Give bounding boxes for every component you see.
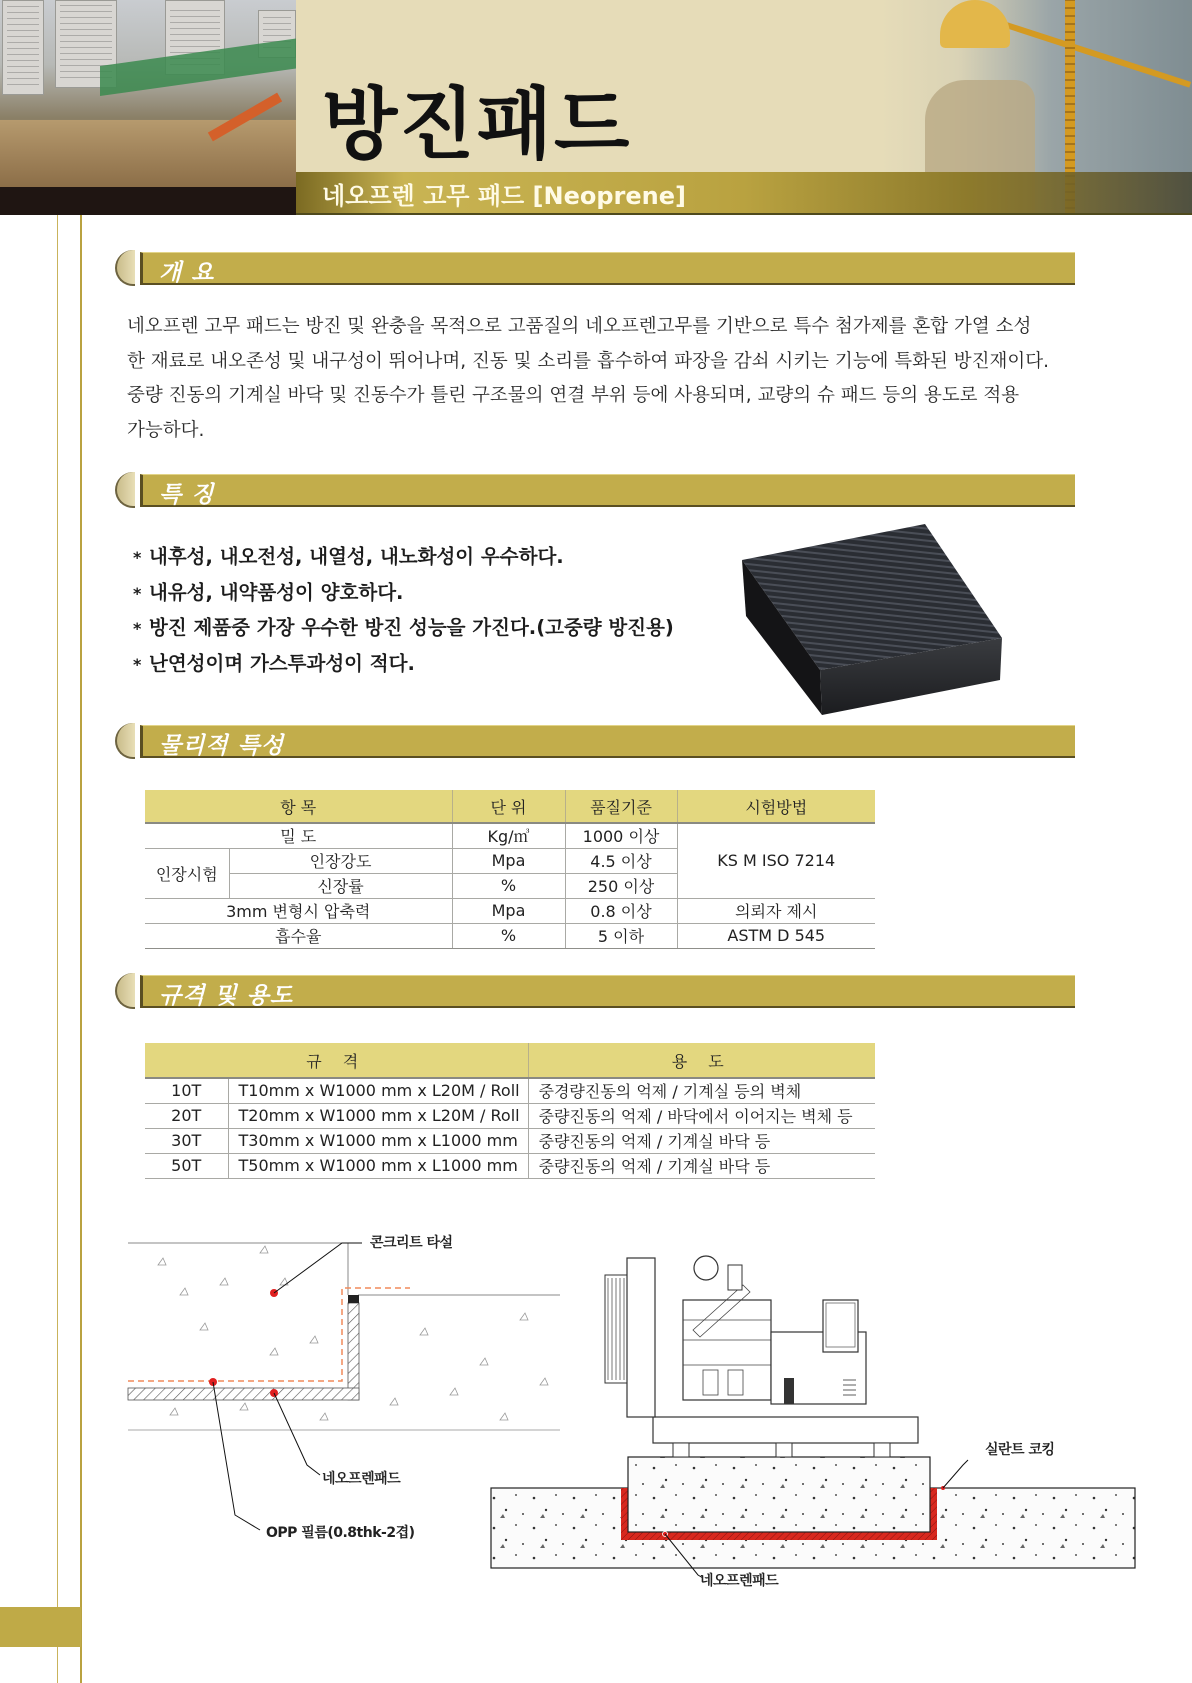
section-header-features [115,472,1075,508]
column-header: 시험방법 [677,790,875,823]
page-subtitle: 네오프렌 고무 패드 [Neoprene] [322,182,686,210]
label-neoprene-pad: 네오프렌패드 [700,1573,779,1589]
bullet-star-icon: * [133,548,142,567]
table-row: 30T T30mm x W1000 mm x L1000 mm 중량진동의 억제 / 기계실 바닥 등 [145,1128,875,1153]
header-banner [0,0,1192,215]
table-row: 흡수율 % 5 이하 ASTM D 545 [145,923,875,948]
overview-line: 중량 진동의 기계실 바닥 및 진동수가 틀린 구조물의 연결 부위 등에 사용되며, 교량의 슈 패드 등의 용도로 적용 [127,385,1020,406]
overview-line: 한 재료로 내오존성 및 내구성이 뛰어나며, 진동 및 소리를 흡수하여 파장을 감쇠 시키는 기능에 특화된 방진재이다. [127,350,1050,372]
label-opp-film: OPP 필름(0.8thk-2겹) [266,1525,415,1541]
table-row: 50T T50mm x W1000 mm x L1000 mm 중량진동의 억제 / 기계실 바닥 등 [145,1153,875,1178]
left-rail-thin [57,215,58,1683]
section-title: 특 징 [159,482,215,508]
label-sealant-caulking: 실란트 코킹 [985,1442,1055,1458]
table-header-row [145,1043,875,1078]
table-row: 신장률 % 250 이상 [145,873,875,898]
overview-line: 네오프렌 고무 패드는 방진 및 완충을 목적으로 고품질의 네오프렌고무를 기반으로 특수 첨가제를 혼합 가열 소성 [127,316,1032,337]
column-header: 용 도 [528,1043,875,1078]
table-row: 인장시험 인장강도 Mpa 4.5 이상 [145,848,875,873]
specs-table [145,1043,875,1179]
table-row: 20T T20mm x W1000 mm x L20M / Roll 중량진동의 억제 / 바닥에서 이어지는 벽체 등 [145,1103,875,1128]
generator-foundation-drawing [488,1220,1138,1600]
section-title: 개 요 [159,260,215,286]
column-header: 규 격 [145,1043,528,1078]
column-header: 항 목 [145,790,452,823]
table-row: 10T T10mm x W1000 mm x L20M / Roll 중경량진동의 억제 / 기계실 등의 벽체 [145,1078,875,1103]
section-title: 물리적 특성 [159,733,285,759]
bullet-star-icon: * [133,583,142,603]
footer-accent-block [0,1607,81,1647]
section-header-physical [115,723,1075,759]
label-concrete-pour: 콘크리트 타설 [370,1235,453,1251]
overview-paragraph [127,310,1107,448]
section-header-specs [115,973,1075,1009]
table-row: 밀 도 Kg/㎥ 1000 이상 KS M ISO 7214 [145,823,875,848]
column-header: 단 위 [452,790,565,823]
neoprene-pad-image [740,520,1005,715]
column-header: 품질기준 [565,790,677,823]
feature-item: * 난연성이며 가스투과성이 적다. [133,647,674,683]
feature-list [133,540,674,682]
section-header-overview [115,250,1075,286]
section-title: 규격 및 용도 [159,983,294,1009]
label-neoprene-pad: 네오프렌패드 [322,1471,401,1487]
generator-foundation-diagram [488,1220,1138,1600]
overview-line: 가능하다. [127,419,205,441]
bullet-star-icon: * [133,619,142,638]
left-rail [80,215,82,1683]
physical-properties-table [145,790,875,949]
table-row: 3mm 변형시 압축력 Mpa 0.8 이상 의뢰자 제시 [145,898,875,923]
construction-site-photo [0,0,296,215]
page-title: 방진패드 [322,80,632,170]
feature-item: * 내유성, 내약품성이 양호하다. [133,576,674,612]
table-header-row [145,790,875,823]
bullet-star-icon: * [133,654,142,674]
feature-item: * 방진 제품중 가장 우수한 방진 성능을 가진다.(고중량 방진용) [133,611,674,647]
feature-item: * 내후성, 내오전성, 내열성, 내노화성이 우수하다. [133,540,674,576]
